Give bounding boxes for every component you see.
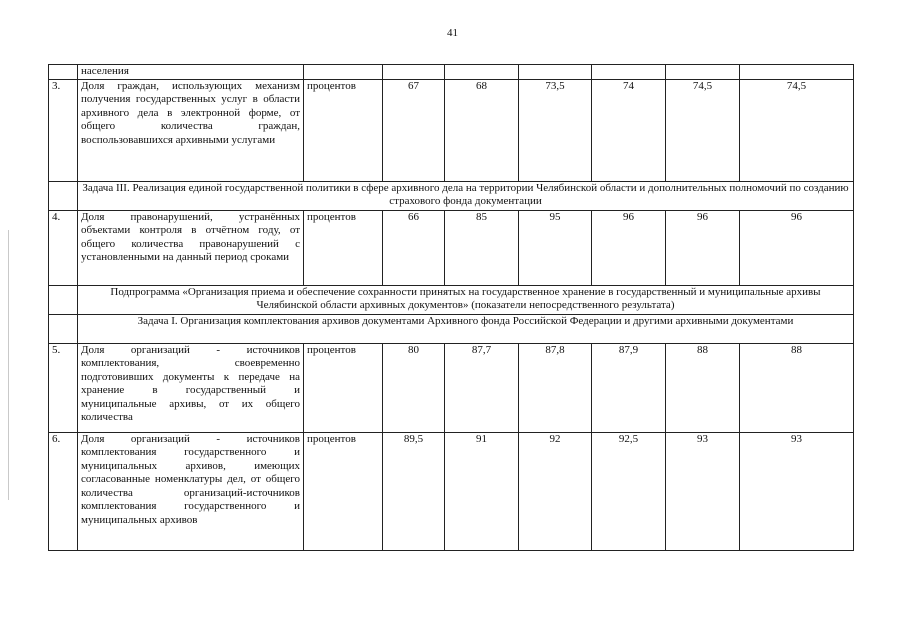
value-cell: [383, 65, 445, 80]
value-cell: 85: [445, 210, 519, 285]
value-cell: 74,5: [666, 79, 740, 181]
row-description: населения: [78, 65, 304, 80]
page-number: 41: [447, 27, 458, 39]
row-num-cell: [49, 314, 78, 343]
row-description: Доля организаций - источников комплектования, своевременно подготовивших документы к передаче на хранение в государственный и муниципальные архивы, от их общего количества: [78, 343, 304, 432]
value-cell: [519, 65, 592, 80]
value-cell: 93: [666, 432, 740, 550]
table-row-3: [49, 79, 854, 181]
indicators-table: [48, 64, 854, 551]
value-cell: [666, 65, 740, 80]
value-cell: 96: [666, 210, 740, 285]
value-cell: 92: [519, 432, 592, 550]
value-cell: 96: [592, 210, 666, 285]
row-num-cell: [49, 65, 78, 80]
value-cell: 67: [383, 79, 445, 181]
value-cell: 87,9: [592, 343, 666, 432]
row-description: Доля организаций - источников комплектования государственного и муниципальных архивов, имеющих согласованные номенклатуры дел, от общего количества организаций-источников комплектования государственного и муниципальных архивов: [78, 432, 304, 550]
value-cell: [740, 65, 854, 80]
row-unit-cell: [304, 65, 383, 80]
row-number: 4.: [49, 210, 78, 285]
value-cell: 95: [519, 210, 592, 285]
value-cell: 89,5: [383, 432, 445, 550]
scan-margin-line: [8, 230, 9, 500]
value-cell: [445, 65, 519, 80]
row-num-cell: [49, 181, 78, 210]
value-cell: 87,8: [519, 343, 592, 432]
table-row-4: [49, 210, 854, 285]
section-row-subprogram: [49, 285, 854, 314]
section-heading: Задача I. Организация комплектования архивов документами Архивного фонда Российской Федерации и другими архивными документами: [78, 314, 854, 343]
value-cell: 93: [740, 432, 854, 550]
value-cell: 74,5: [740, 79, 854, 181]
row-unit: процентов: [304, 432, 383, 550]
value-cell: 96: [740, 210, 854, 285]
value-cell: 74: [592, 79, 666, 181]
section-heading: Задача III. Реализация единой государственной политики в сфере архивного дела на территории Челябинской области и дополнительных полномочий по созданию страхового фонда документации: [78, 181, 854, 210]
row-unit: процентов: [304, 79, 383, 181]
section-row-task3: [49, 181, 854, 210]
table-row-top: [49, 65, 854, 80]
table-row-5: [49, 343, 854, 432]
value-cell: 92,5: [592, 432, 666, 550]
value-cell: 73,5: [519, 79, 592, 181]
row-number: 6.: [49, 432, 78, 550]
section-heading: Подпрограмма «Организация приема и обеспечение сохранности принятых на государственное хранение в государственный и муниципальные архивы Челябинской области архивных документов» (показатели непосредственного результата): [78, 285, 854, 314]
row-unit: процентов: [304, 210, 383, 285]
value-cell: 68: [445, 79, 519, 181]
row-number: 3.: [49, 79, 78, 181]
table-row-6: [49, 432, 854, 550]
value-cell: 87,7: [445, 343, 519, 432]
row-description: Доля граждан, использующих механизм получения государственных услуг в области архивного дела в электронной форме, от общего количества граждан, воспользовавшихся архивными услугами: [78, 79, 304, 181]
value-cell: 66: [383, 210, 445, 285]
value-cell: 88: [666, 343, 740, 432]
value-cell: [592, 65, 666, 80]
row-description: Доля правонарушений, устранённых объектами контроля в отчётном году, от общего количества правонарушений с установленными на данный период сроками: [78, 210, 304, 285]
row-number: 5.: [49, 343, 78, 432]
row-num-cell: [49, 285, 78, 314]
row-unit: процентов: [304, 343, 383, 432]
value-cell: 80: [383, 343, 445, 432]
section-row-task1: [49, 314, 854, 343]
value-cell: 88: [740, 343, 854, 432]
value-cell: 91: [445, 432, 519, 550]
